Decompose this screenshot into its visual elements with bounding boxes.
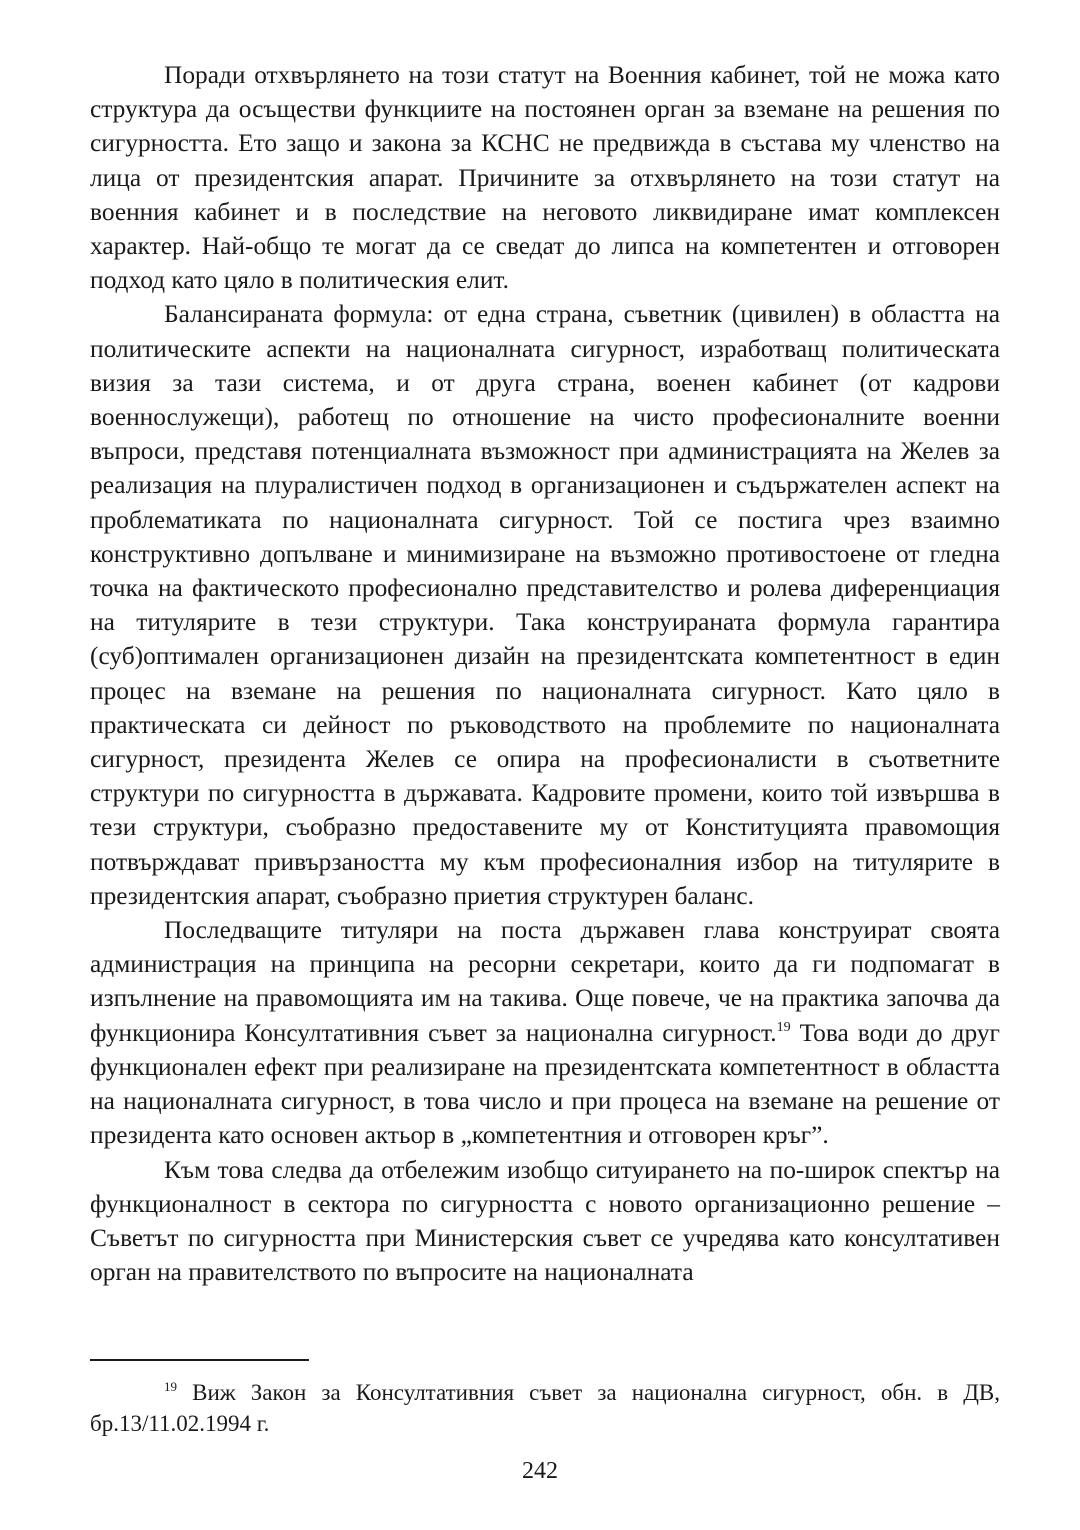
paragraph-4: Към това следва да отбележим изобщо ситуирането на по-широк спектър на функционалност в сектора по сигурността с новото организационно решение – Съветът по сигурността при Министерския съвет се учредява като консултативен орган на правителството по въпросите на националната: [90, 1155, 1000, 1287]
footnote-separator: [90, 1359, 309, 1361]
page-body: [90, 58, 1000, 1289]
paragraph-1: Поради отхвърлянето на този статут на Военния кабинет, той не можа като структура да осъществи функциите на постоянен орган за вземане на решения по сигурността. Ето защо и закона за КСНС не предвижда в състава му членство на лица от президентския апарат. Причините за отхвърлянето на този статут на военния кабинет и в последствие на неговото ликвидиране имат комплексен характер. Най-общо те могат да се сведат до липса на компетентен и отговорен подход като цяло в политическия елит.: [90, 61, 1000, 295]
paragraph-3-continuation: Това води до друг функционален ефект при реализиране на президентската компетентност в областта на националната сигурност, в това число и при процеса на вземане на решение от президента като основен актьор в „компетентния и отговорен кръг”.: [90, 1018, 1000, 1150]
paragraph-3-text: Последващите титуляри на поста държавен глава конструират своята администрация на принципа на ресорни секретари, които да ги подпомагат в изпълнение на правомощията им на такива. Още повече, че на практика започва да функционира Консултативния съвет за национална сигурност.: [90, 916, 1000, 1047]
paragraph-2: Балансираната формула: от една страна, съветник (цивилен) в областта на политическите аспекти на националната сигурност, изработващ политическата визия за тази система, и от друга страна, военен кабинет (от кадрови военнослужещи), работещ по отношение на чисто професионалните военни въпроси, представя потенциалната възможност при администрацията на Желев за реализация на плуралистичен подход в организационен и съдържателен аспект на проблематиката по националната сигурност. Той се постига чрез взаимно конструктивно допълване и минимизиране на възможно противостоене от гледна точка на фактическото професионално представителство и ролева диференциация на титулярите в тези структури. Така конструираната формула гарантира (суб)оптимален организационен дизайн на президентската компетентност в един процес на вземане на решения по националната сигурност. Като цяло в практическата си дейност по ръководството на проблемите по националната сигурност, президента Желев се опира на професионалисти в съответните структури по сигурността в държавата. Кадровите промени, които той извършва в тези структури, съобразно предоставените му от Конституцията правомощия потвърждават привързаността му към професионалния избор на титулярите в президентския апарат, съобразно приетия структурен баланс.: [90, 300, 1000, 910]
paragraph-3: [90, 913, 1000, 1152]
footnote: [90, 1377, 1000, 1439]
page-number: 242: [522, 1458, 558, 1484]
footnote-number: 19: [164, 1379, 177, 1394]
footnote-reference[interactable]: 19: [776, 1019, 791, 1035]
footnote-text: Виж Закон за Консултативния съвет за национална сигурност, обн. в ДВ, бр.13/11.02.1994 г.: [90, 1380, 1001, 1436]
